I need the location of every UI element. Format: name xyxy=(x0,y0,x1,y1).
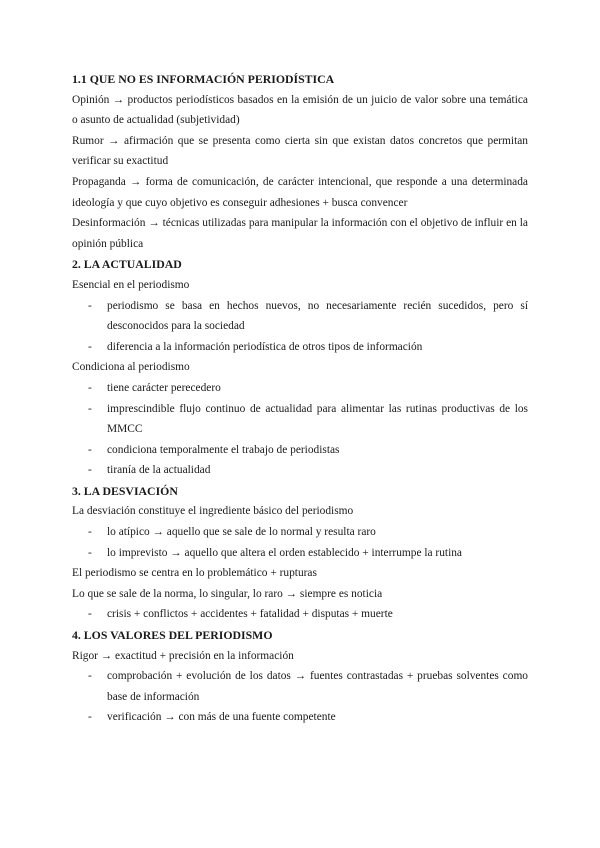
bullet-dash: - xyxy=(88,299,92,312)
paragraph-propaganda: Propaganda → forma de comunicación, de carácter intencional, que responde a una determinada ideología y que cuyo objetivo es conseguir adhesiones + busca convencer xyxy=(72,175,528,209)
bullet-dash: - xyxy=(88,381,92,394)
bullet-dash: - xyxy=(88,526,92,539)
section-heading-3: 3. LA DESVIACIÓN xyxy=(72,483,178,498)
list-item-text: verificación → con más de una fuente competente xyxy=(107,711,336,724)
list-item-text: comprobación + evolución de los datos → fuentes contrastadas + pruebas solventes como base de información xyxy=(107,670,528,703)
list-item-text: diferencia a la información periodística de otros tipos de información xyxy=(107,340,423,353)
bullet-list xyxy=(72,604,528,625)
list-item xyxy=(72,296,528,337)
bullet-list xyxy=(72,522,528,563)
paragraph-condiciona: Condiciona al periodismo xyxy=(72,361,190,374)
bullet-list xyxy=(72,378,528,481)
paragraph-noticia: Lo que se sale de la norma, lo singular, lo raro → siempre es noticia xyxy=(72,587,383,600)
list-item xyxy=(72,440,528,461)
list-item-text: tiranía de la actualidad xyxy=(107,464,211,477)
paragraph-desinformacion: Desinformación → técnicas utilizadas para manipular la información con el objetivo de influir en la opinión pública xyxy=(72,217,528,250)
list-item xyxy=(72,460,528,481)
list-item-text: lo atípico → aquello que se sale de lo normal y resulta raro xyxy=(107,526,376,539)
bullet-dash: - xyxy=(88,670,92,683)
bullet-dash: - xyxy=(88,608,92,621)
bullet-dash: - xyxy=(88,464,92,477)
list-item xyxy=(72,543,528,564)
list-item-text: crisis + conflictos + accidentes + fatalidad + disputas + muerte xyxy=(107,608,393,621)
paragraph-rigor: Rigor → exactitud + precisión en la información xyxy=(72,649,294,662)
list-item xyxy=(72,378,528,399)
section-heading-2: 2. LA ACTUALIDAD xyxy=(72,257,182,272)
list-item xyxy=(72,522,528,543)
bullet-dash: - xyxy=(88,546,92,559)
list-item-text: periodismo se basa en hechos nuevos, no necesariamente recién sucedidos, pero sí desconocidos para la sociedad xyxy=(107,299,528,333)
paragraph-rumor: Rumor → afirmación que se presenta como cierta sin que existan datos concretos que permitan verificar su exactitud xyxy=(72,134,528,168)
list-item-text: tiene carácter perecedero xyxy=(107,381,221,394)
list-item-text: imprescindible flujo continuo de actualidad para alimentar las rutinas productivas de los MMCC xyxy=(107,402,528,436)
list-item xyxy=(72,337,528,358)
bullet-dash: - xyxy=(88,340,92,353)
list-item-text: condiciona temporalmente el trabajo de periodistas xyxy=(107,443,340,456)
bullet-list xyxy=(72,296,528,358)
list-item xyxy=(72,666,528,707)
section-heading-1-1: 1.1 QUE NO ES INFORMACIÓN PERIODÍSTICA xyxy=(72,72,335,86)
list-item xyxy=(72,604,528,625)
paragraph-problematico: El periodismo se centra en lo problemático + rupturas xyxy=(72,567,317,580)
list-item xyxy=(72,399,528,440)
paragraph-esencial: Esencial en el periodismo xyxy=(72,278,190,291)
bullet-dash: - xyxy=(88,443,92,456)
document-page xyxy=(72,69,528,728)
bullet-dash: - xyxy=(88,711,92,724)
bullet-dash: - xyxy=(88,402,92,415)
paragraph-opinion: Opinión → productos periodísticos basados en la emisión de un juicio de valor sobre una temática o asunto de actualidad (subjetividad) xyxy=(72,93,528,127)
list-item-text: lo imprevisto → aquello que altera el orden establecido + interrumpe la rutina xyxy=(107,546,462,559)
paragraph-desviacion: La desviación constituye el ingrediente básico del periodismo xyxy=(72,505,354,518)
list-item xyxy=(72,707,528,728)
bullet-list xyxy=(72,666,528,728)
section-heading-4: 4. LOS VALORES DEL PERIODISMO xyxy=(72,628,273,643)
